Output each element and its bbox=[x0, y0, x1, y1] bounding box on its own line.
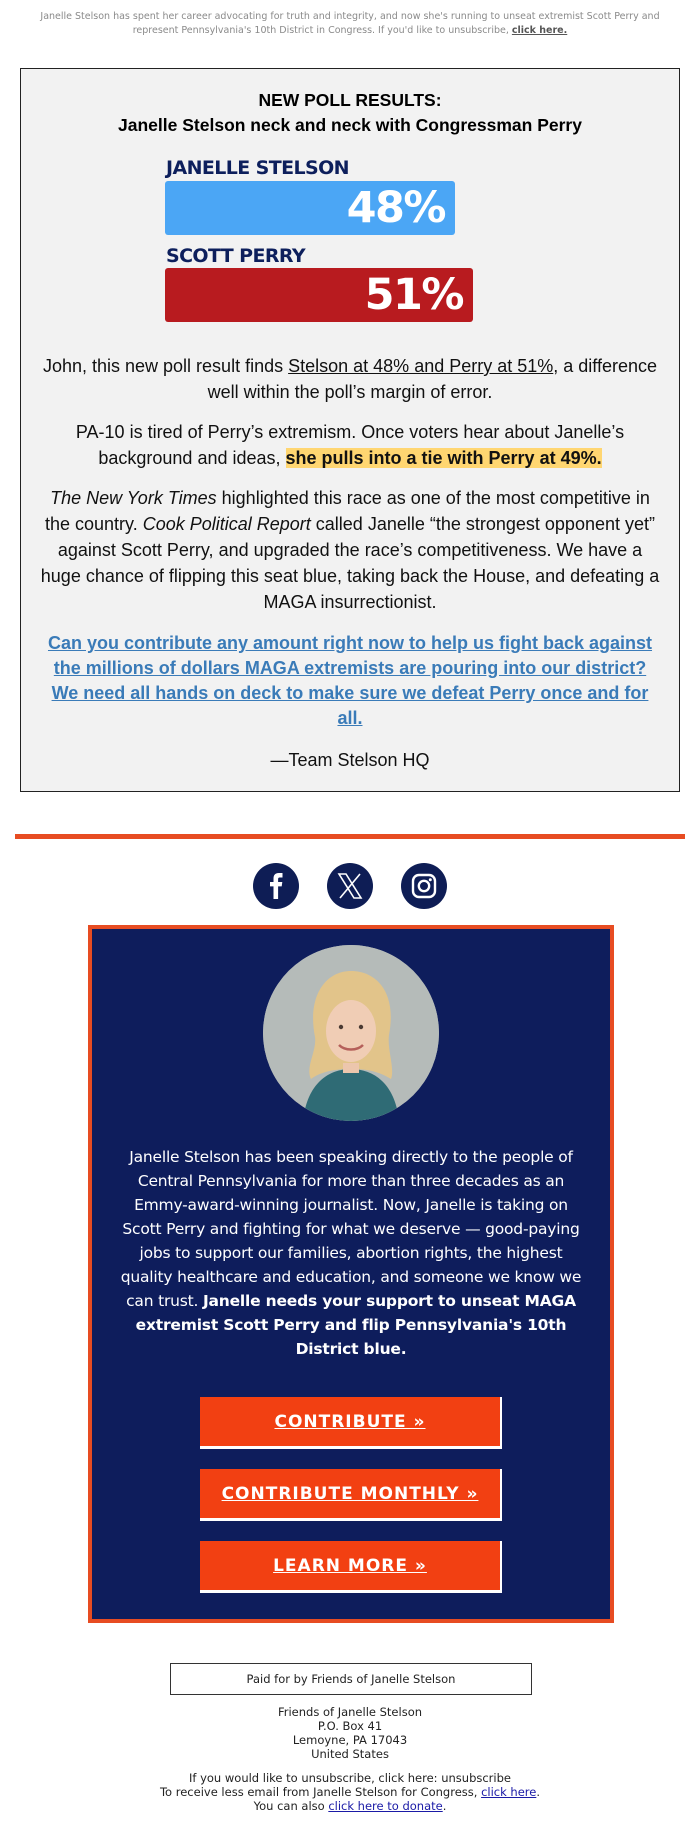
preheader-unsubscribe-link[interactable]: click here. bbox=[511, 25, 568, 36]
social-links bbox=[0, 863, 700, 909]
less-email-link[interactable]: click here bbox=[481, 1785, 537, 1799]
donate-line bbox=[0, 1799, 700, 1813]
address-line: P.O. Box 41 bbox=[317, 1719, 383, 1733]
poll-value-stelson: 48% bbox=[346, 183, 445, 233]
paragraph-poll-result bbox=[39, 353, 661, 405]
paragraph-extremism bbox=[39, 419, 661, 471]
address-line: Lemoyne, PA 17043 bbox=[292, 1733, 408, 1747]
contribute-cta-link[interactable]: Can you contribute any amount right now to help us fight back against the millions of dollars MAGA extremists are pouring into our district? We need all hands on deck to make sure we defeat Perry once and for all. bbox=[47, 633, 653, 728]
address-line: United States bbox=[311, 1747, 389, 1761]
less-email-text: To receive less email from Janelle Stelson for Congress, bbox=[159, 1785, 482, 1799]
p2-highlight: she pulls into a tie with Perry at 49%. bbox=[285, 448, 602, 468]
paragraph-media bbox=[39, 485, 661, 615]
poll-name-perry: SCOTT PERRY bbox=[166, 245, 306, 267]
donate-text: You can also bbox=[253, 1799, 329, 1813]
donate-link[interactable]: click here to donate bbox=[328, 1799, 443, 1813]
x-icon[interactable] bbox=[327, 863, 373, 909]
poll-bar-stelson bbox=[165, 181, 455, 235]
unsubscribe-line: If you would like to unsubscribe, click here: unsubscribe bbox=[189, 1771, 511, 1785]
facebook-icon[interactable] bbox=[253, 863, 299, 909]
donate-period: . bbox=[442, 1799, 447, 1813]
p1-text-a: John, this new poll result finds bbox=[42, 356, 289, 376]
avatar bbox=[263, 945, 439, 1121]
p2-text: PA-10 is tired of Perry’s extremism. Once voters hear about Janelle’s background and ideas, bbox=[75, 422, 625, 468]
bio-panel bbox=[88, 925, 614, 1623]
bio-paragraph: Janelle Stelson has been speaking directly to the people of Central Pennsylvania for more than three decades as an Emmy-award-winning journalist. Now, Janelle is taking on Scott Perry and fighting for what we deserve — good-paying jobs to support our families, abortion rights, the highest quality healthcare and education, and someone we know we can trust. bbox=[120, 1148, 582, 1310]
instagram-icon[interactable] bbox=[401, 863, 447, 909]
bio-bold: Janelle needs your support to unseat MAGA extremist Scott Perry and flip Pennsylvania's 10th District blue. bbox=[135, 1292, 576, 1358]
less-email-period: . bbox=[536, 1785, 540, 1799]
candidate-portrait-icon bbox=[263, 945, 439, 1121]
poll-graphic bbox=[21, 137, 681, 347]
mailing-address bbox=[0, 1705, 700, 1761]
p3-text-b: called Janelle “the strongest opponent yet” against Scott Perry, and upgraded the race’s competitiveness. We have a huge chance of flipping this seat blue, taking back the House, and defeating a MAGA insurrectionist. bbox=[40, 514, 660, 612]
headline-subtitle: Janelle Stelson neck and neck with Congressman Perry bbox=[118, 115, 582, 135]
headline-poll-results: NEW POLL RESULTS: bbox=[258, 90, 442, 110]
preheader bbox=[0, 0, 700, 38]
bio-text bbox=[92, 1121, 610, 1361]
paid-for-box: Paid for by Friends of Janelle Stelson bbox=[170, 1663, 532, 1695]
poll-bar-perry bbox=[165, 268, 473, 322]
contribute-monthly-button[interactable]: CONTRIBUTE MONTHLY » bbox=[200, 1469, 502, 1521]
less-email-line bbox=[0, 1785, 700, 1799]
cook-italic: Cook Political Report bbox=[142, 514, 311, 534]
signoff: —Team Stelson HQ bbox=[270, 750, 430, 770]
poll-value-perry: 51% bbox=[364, 270, 463, 320]
address-line: Friends of Janelle Stelson bbox=[277, 1705, 423, 1719]
nyt-italic: The New York Times bbox=[50, 488, 217, 508]
footer-links bbox=[0, 1771, 700, 1825]
poll-name-stelson: JANELLE STELSON bbox=[166, 157, 349, 179]
contribute-button[interactable]: CONTRIBUTE » bbox=[200, 1397, 502, 1449]
poll-card bbox=[20, 68, 680, 792]
preheader-text: Janelle Stelson has spent her career advocating for truth and integrity, and now she's running to unseat extremist Scott Perry and represent Pennsylvania's 10th District in Congress. If you'd like to unsubscribe, bbox=[40, 11, 660, 36]
p1-text-b: , a difference well within the poll’s margin of error. bbox=[207, 356, 658, 402]
p1-underlined: Stelson at 48% and Perry at 51% bbox=[288, 356, 554, 376]
orange-divider bbox=[15, 834, 685, 839]
learn-more-button[interactable]: LEARN MORE » bbox=[200, 1541, 502, 1593]
p3-text-a: highlighted this race as one of the most competitive in the country. bbox=[44, 488, 650, 534]
